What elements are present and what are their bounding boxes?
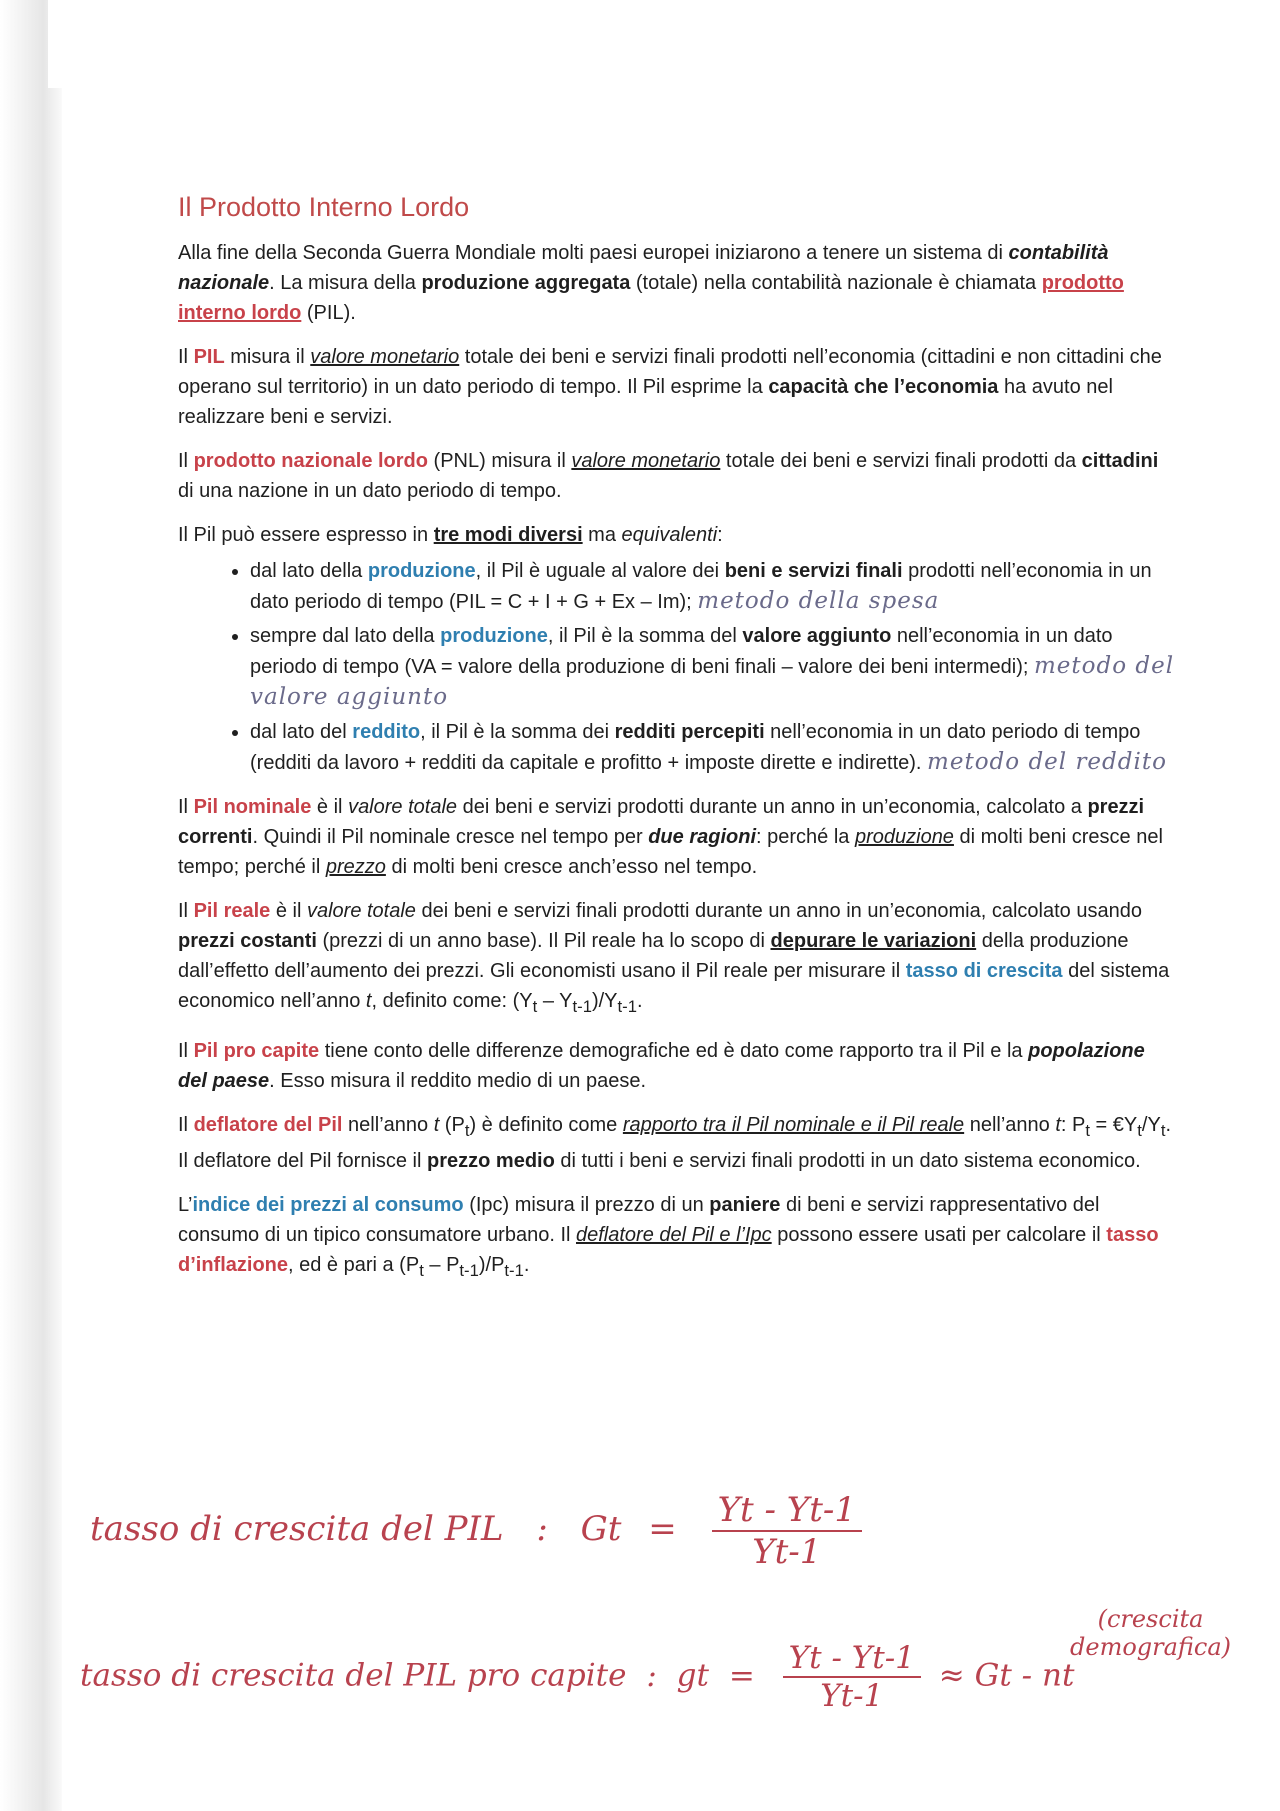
paragraph-ipc: L’indice dei prezzi al consumo (Ipc) misura il prezzo di un paniere di beni e servizi rappresentativo del consumo di un tipico consumatore urbano. Il deflatore del Pil e l’Ipc possono essere usati per calcolare il tasso d’inflazione, ed è pari a $(P_t - P_{t-1})/P_{t-1}$. bbox=[178, 1194, 1159, 1280]
handwritten-note: metodo del valore aggiunto bbox=[250, 653, 1175, 710]
term-contabilita-nazionale: contabilità nazionale bbox=[178, 242, 1109, 294]
term-deflatore-del-pil: deflatore del Pil bbox=[193, 1114, 343, 1136]
paragraph-intro: Alla fine della Seconda Guerra Mondiale molti paesi europei iniziarono a tenere un sistema di contabilità nazionale. La misura della produzione aggregata (totale) nella contabilità nazionale è chiamata prodotto interno lordo (PIL). bbox=[178, 242, 1124, 324]
term-indice-prezzi-consumo: indice dei prezzi al consumo bbox=[192, 1194, 464, 1216]
paragraph-pnl-definition: Il prodotto nazionale lordo (PNL) misura il valore monetario totale dei beni e servizi finali prodotti da cittadini di una nazione in un dato periodo di tempo. bbox=[178, 450, 1159, 502]
list-item: • sempre dal lato della produzione, il Pil è la somma del valore aggiunto nell’economia in un dato periodo di tempo (VA = valore della produzione di beni finali – valore dei beni intermedi); metodo del valore aggiunto bbox=[250, 621, 1178, 713]
term-tasso-di-crescita: tasso di crescita bbox=[905, 960, 1063, 982]
term-pil-link: prodotto interno lordo bbox=[178, 272, 1124, 324]
formula-label: tasso di crescita del PIL pro capite bbox=[80, 1657, 627, 1694]
term-produzione-aggregata: produzione aggregata bbox=[421, 272, 631, 294]
formula-fraction: $\frac{Yt - Yt-1}{Yt-1}$ bbox=[783, 1640, 921, 1714]
list-item: • dal lato della produzione, il Pil è uguale al valore dei beni e servizi finali prodotti nell’economia in un dato periodo di tempo (PIL = C + I + G + Ex – Im); metodo della spesa bbox=[250, 556, 1178, 617]
paragraph-deflatore: Il deflatore del Pil nell’anno t $(P_t)$ è definito come rapporto tra il Pil nominale e il Pil reale nell’anno t: $P_t$ = $€Y_t/Y_t$. Il deflatore del Pil fornisce il prezzo medio di tutti i beni e servizi finali prodotti in un dato sistema economico. bbox=[178, 1114, 1172, 1172]
handwritten-note-demografica: (crescita demografica) bbox=[1070, 1605, 1232, 1661]
paragraph-pil-reale: Il Pil reale è il valore totale dei beni e servizi finali prodotti durante un anno in un’economia, calcolato usando prezzi costanti (prezzi di un anno base). Il Pil reale ha lo scopo di depurare le variazioni della produzione dall’effetto dell’aumento dei prezzi. Gli economisti usano il Pil reale per misurare il tasso di crescita del sistema economico nell’anno t, definito come: $(Y_t - Y_{t-1})/Y_{t-1}$. bbox=[178, 900, 1170, 1016]
scan-edge-left bbox=[0, 0, 62, 1811]
term-pil-nominale: Pil nominale bbox=[193, 796, 312, 818]
formula-label: tasso di crescita del PIL bbox=[90, 1509, 504, 1549]
paragraph-pil-definition: Il PIL misura il valore monetario totale dei beni e servizi finali prodotti nell’economia (cittadini e non cittadini che operano sul territorio) in un dato periodo di tempo. Il Pil esprime la capacità che l’economia ha avuto nel realizzare beni e servizi. bbox=[178, 346, 1162, 428]
formula-fraction: $\frac{Yt - Yt-1}{Yt-1}$ bbox=[712, 1490, 862, 1572]
modes-list bbox=[178, 556, 1178, 778]
term-pil: PIL bbox=[193, 346, 225, 368]
page-title: Il Prodotto Interno Lordo bbox=[178, 192, 470, 222]
handwritten-formula-per-capita: tasso di crescita del PIL pro capite : gt = $\frac{Yt - Yt-1}{Yt-1}$ ≈ Gt - nt bbox=[80, 1640, 1075, 1714]
scan-top-margin bbox=[48, 0, 1280, 88]
list-item: • dal lato del reddito, il Pil è la somma dei redditi percepiti nell’economia in un dato periodo di tempo (redditi da lavoro + redditi da capitale e profitto + imposte dirette e indirette). metodo del reddito bbox=[250, 717, 1178, 778]
document-body bbox=[178, 190, 1178, 1300]
term-pnl: prodotto nazionale lordo bbox=[193, 450, 428, 472]
paragraph-modes-intro: Il Pil può essere espresso in tre modi diversi ma equivalenti: bbox=[178, 524, 723, 546]
term-pil-pro-capite: Pil pro capite bbox=[193, 1040, 320, 1062]
paragraph-pil-nominale: Il Pil nominale è il valore totale dei beni e servizi prodotti durante un anno in un’economia, calcolato a prezzi correnti. Quindi il Pil nominale cresce nel tempo per due ragioni: perché la produzione di molti beni cresce nel tempo; perché il prezzo di molti beni cresce anch’esso nel tempo. bbox=[178, 796, 1163, 878]
handwritten-note: metodo della spesa bbox=[697, 588, 940, 614]
term-pil-reale: Pil reale bbox=[193, 900, 271, 922]
paragraph-pil-pro-capite: Il Pil pro capite tiene conto delle differenze demografiche ed è dato come rapporto tra il Pil e la popolazione del paese. Esso misura il reddito medio di un paese. bbox=[178, 1040, 1145, 1092]
handwritten-note: metodo del reddito bbox=[927, 749, 1167, 775]
handwritten-formula-growth: tasso di crescita del PIL : Gt = $\frac{Yt - Yt-1}{Yt-1}$ bbox=[90, 1490, 870, 1572]
term-tasso-inflazione: tasso d’inflazione bbox=[178, 1224, 1159, 1276]
